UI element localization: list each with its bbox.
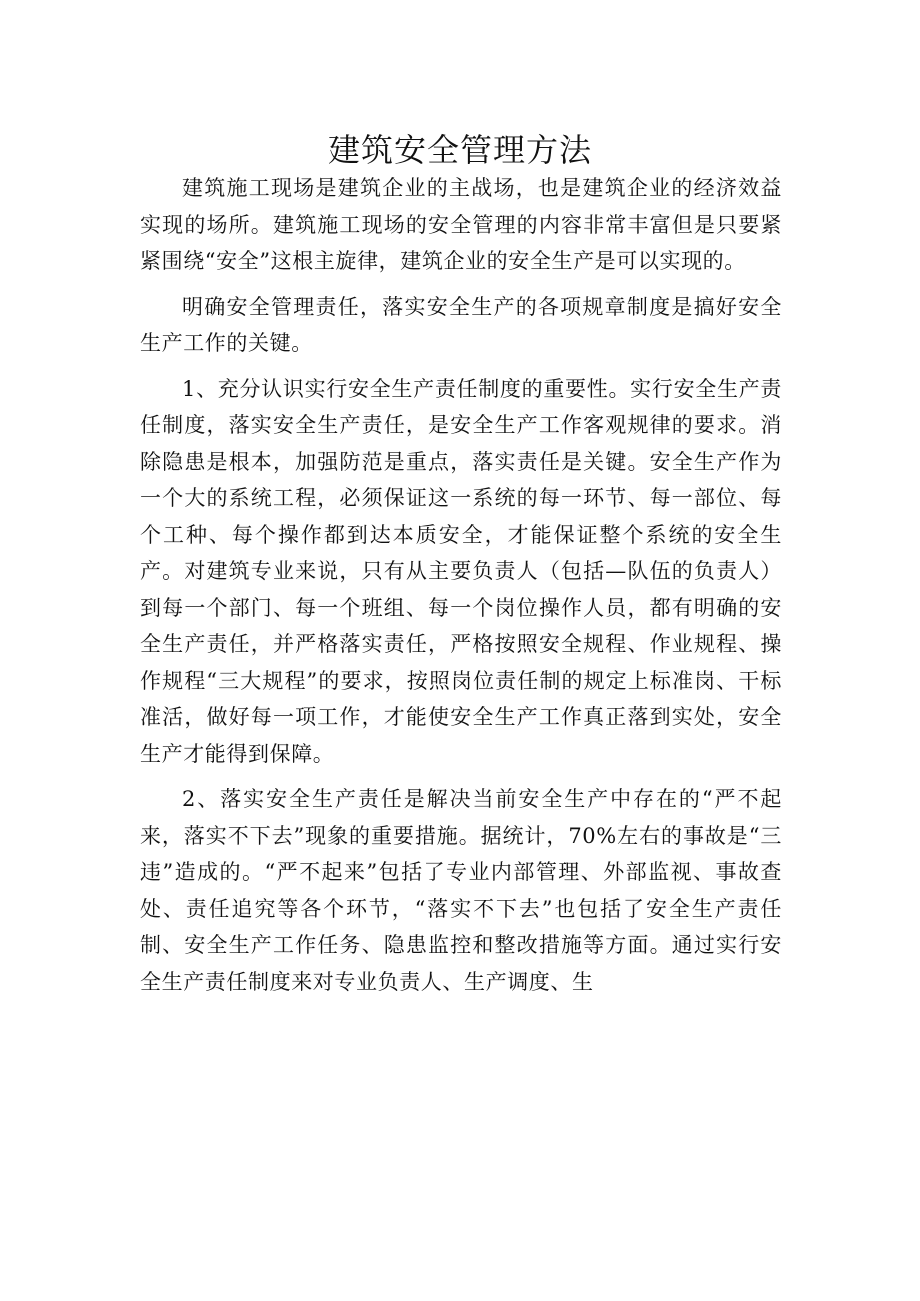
paragraph-key-point: 明确安全管理责任，落实安全生产的各项规章制度是搞好安全生产工作的关键。 — [140, 294, 782, 355]
document-title: 建筑安全管理方法 — [327, 131, 592, 169]
paragraph-intro: 建筑施工现场是建筑企业的主战场，也是建筑企业的经济效益实现的场所。建筑施工现场的安全管理的内容非常丰富但是只要紧紧围绕“安全”这根主旋律，建筑企业的安全生产是可以实现的。 — [140, 176, 782, 273]
paragraph-item-1: 1、充分认识实行安全生产责任制度的重要性。实行安全生产责任制度，落实安全生产责任，是安全生产工作客观规律的要求。消除隐患是根本，加强防范是重点，落实责任是关键。安全生产作为一个大的系统工程，必须保证这一系统的每一环节、每一部位、每个工种、每个操作都到达本质安全，才能保证整个系统的安全生产。对建筑专业来说，只有从主要负责人（包括—队伍的负责人）到每一个部门、每一个班组、每一个岗位操作人员，都有明确的安全生产责任，并严格落实责任，严格按照安全规程、作业规程、操作规程“三大规程”的要求，按照岗位责任制的规定上标准岗、干标准活，做好每一项工作，才能使安全生产工作真正落到实处，安全生产才能得到保障。 — [140, 376, 782, 766]
document-body — [140, 170, 782, 1009]
paragraph-item-2: 2、落实安全生产责任是解决当前安全生产中存在的“严不起来，落实不下去”现象的重要措施。据统计，70%左右的事故是“三违”造成的。“严不起来”包括了专业内部管理、外部监视、事故查处、责任追究等各个环节，“落实不下去”也包括了安全生产责任制、安全生产工作任务、隐患监控和整改措施等方面。通过实行安全生产责任制度来对专业负责人、生产调度、生 — [140, 787, 782, 994]
